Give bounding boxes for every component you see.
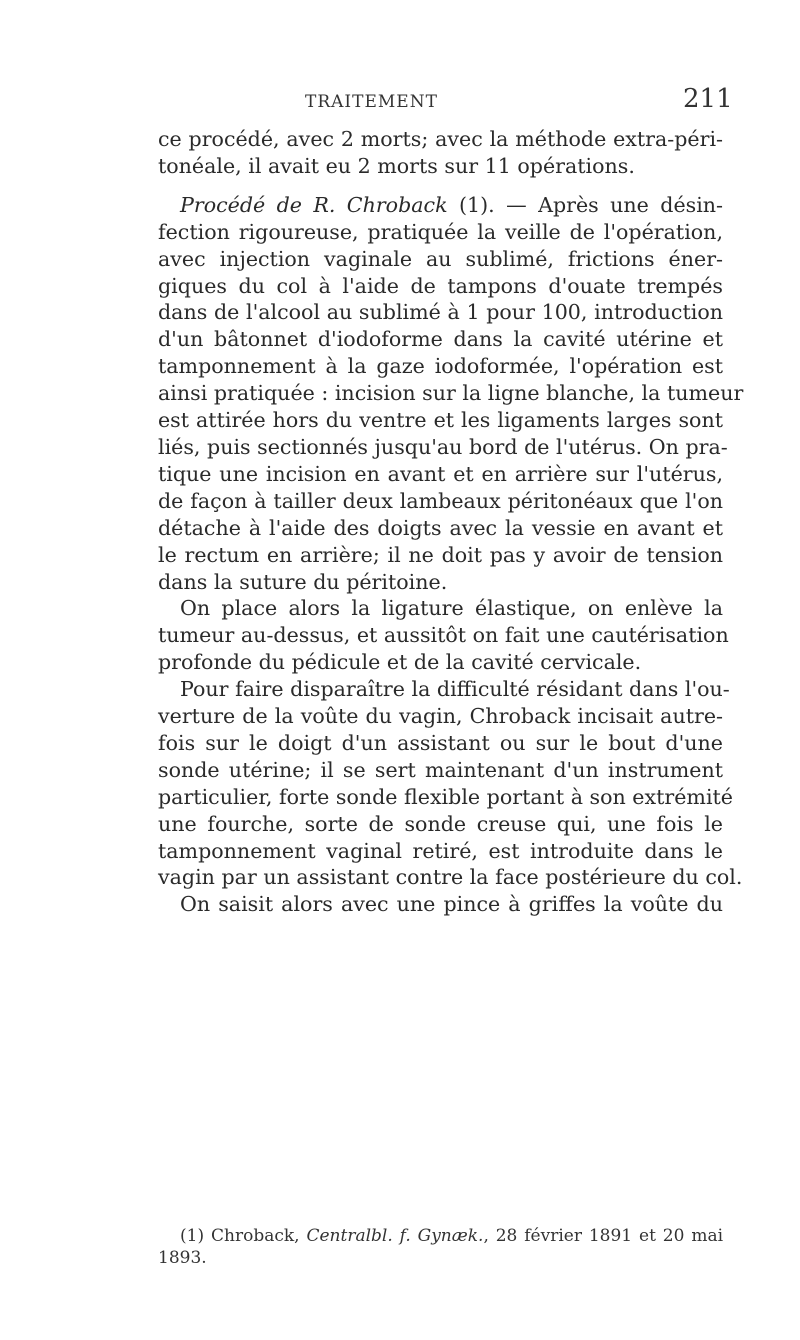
footnote-line: [158, 1225, 723, 1247]
page-number: 211: [683, 84, 733, 114]
text-line: vagin par un assistant contre la face postérieure du col.: [158, 865, 743, 890]
text-line: ainsi pratiquée : incision sur la ligne blanche, la tumeur: [158, 381, 744, 406]
text-line: est attirée hors du ventre et les ligaments larges sont: [158, 408, 723, 433]
text-line: une fourche, sorte de sonde creuse qui, une fois le: [158, 811, 723, 836]
footnote-rest: , 28 février 1891 et 20 mai: [483, 1226, 724, 1246]
section-intro: — Après une désin-: [506, 192, 724, 217]
text-line: fois sur le doigt d'un assistant ou sur le bout d'une: [158, 730, 723, 755]
text-line: d'un bâtonnet d'iodoforme dans la cavité utérine et: [158, 327, 723, 352]
text-line: verture de la voûte du vagin, Chroback incisait autre-: [158, 704, 723, 729]
text-line: fection rigoureuse, pratiquée la veille de l'opération,: [158, 219, 723, 244]
text-line: tumeur au-dessus, et aussitôt on fait une cautérisation: [158, 623, 729, 648]
footnote-author: Chroback,: [211, 1226, 300, 1246]
text-line: profonde du pédicule et de la cavité cervicale.: [158, 650, 642, 675]
text-line: tonéale, il avait eu 2 morts sur 11 opérations.: [158, 153, 635, 178]
text-line: de façon à tailler deux lambeaux péritonéaux que l'on: [158, 488, 723, 513]
text-line: giques du col à l'aide de tampons d'ouate trempés: [158, 273, 723, 298]
footnote-ref: (1).: [458, 192, 495, 217]
text-line: dans la suture du péritoine.: [158, 569, 448, 594]
text-line: tamponnement vaginal retiré, est introduite dans le: [158, 838, 723, 863]
text-line: avec injection vaginale au sublimé, frictions éner-: [158, 246, 723, 271]
text-line: tique une incision en avant et en arrière sur l'utérus,: [158, 461, 723, 486]
body-text: [158, 126, 744, 918]
footnote-line: 1893.: [158, 1248, 207, 1268]
footnote-marker: (1): [180, 1226, 205, 1246]
text-line: dans de l'alcool au sublimé à 1 pour 100, introduction: [158, 300, 723, 325]
text-line: particulier, forte sonde flexible portant à son extrémité: [158, 784, 733, 809]
section-heading-line: [158, 192, 723, 219]
text-line: le rectum en arrière; il ne doit pas y avoir de tension: [158, 542, 723, 567]
section-heading: Procédé de R. Chroback: [180, 192, 448, 217]
footnote: [158, 1225, 723, 1269]
running-title: TRAITEMENT: [305, 92, 438, 112]
text-line: On saisit alors avec une pince à griffes la voûte du: [180, 892, 723, 917]
text-line: détache à l'aide des doigts avec la vessie en avant et: [158, 515, 723, 540]
text-line: tamponnement à la gaze iodoformée, l'opération est: [158, 354, 723, 379]
footnote-journal: Centralbl. f. Gynæk.: [306, 1226, 484, 1246]
text-line: liés, puis sectionnés jusqu'au bord de l'utérus. On pra-: [158, 434, 728, 459]
text-line: ce procédé, avec 2 morts; avec la méthode extra-péri-: [158, 127, 723, 151]
text-line: Pour faire disparaître la difficulté résidant dans l'ou-: [180, 677, 730, 702]
text-line: On place alors la ligature élastique, on enlève la: [180, 596, 723, 621]
text-line: sonde utérine; il se sert maintenant d'un instrument: [158, 757, 723, 782]
